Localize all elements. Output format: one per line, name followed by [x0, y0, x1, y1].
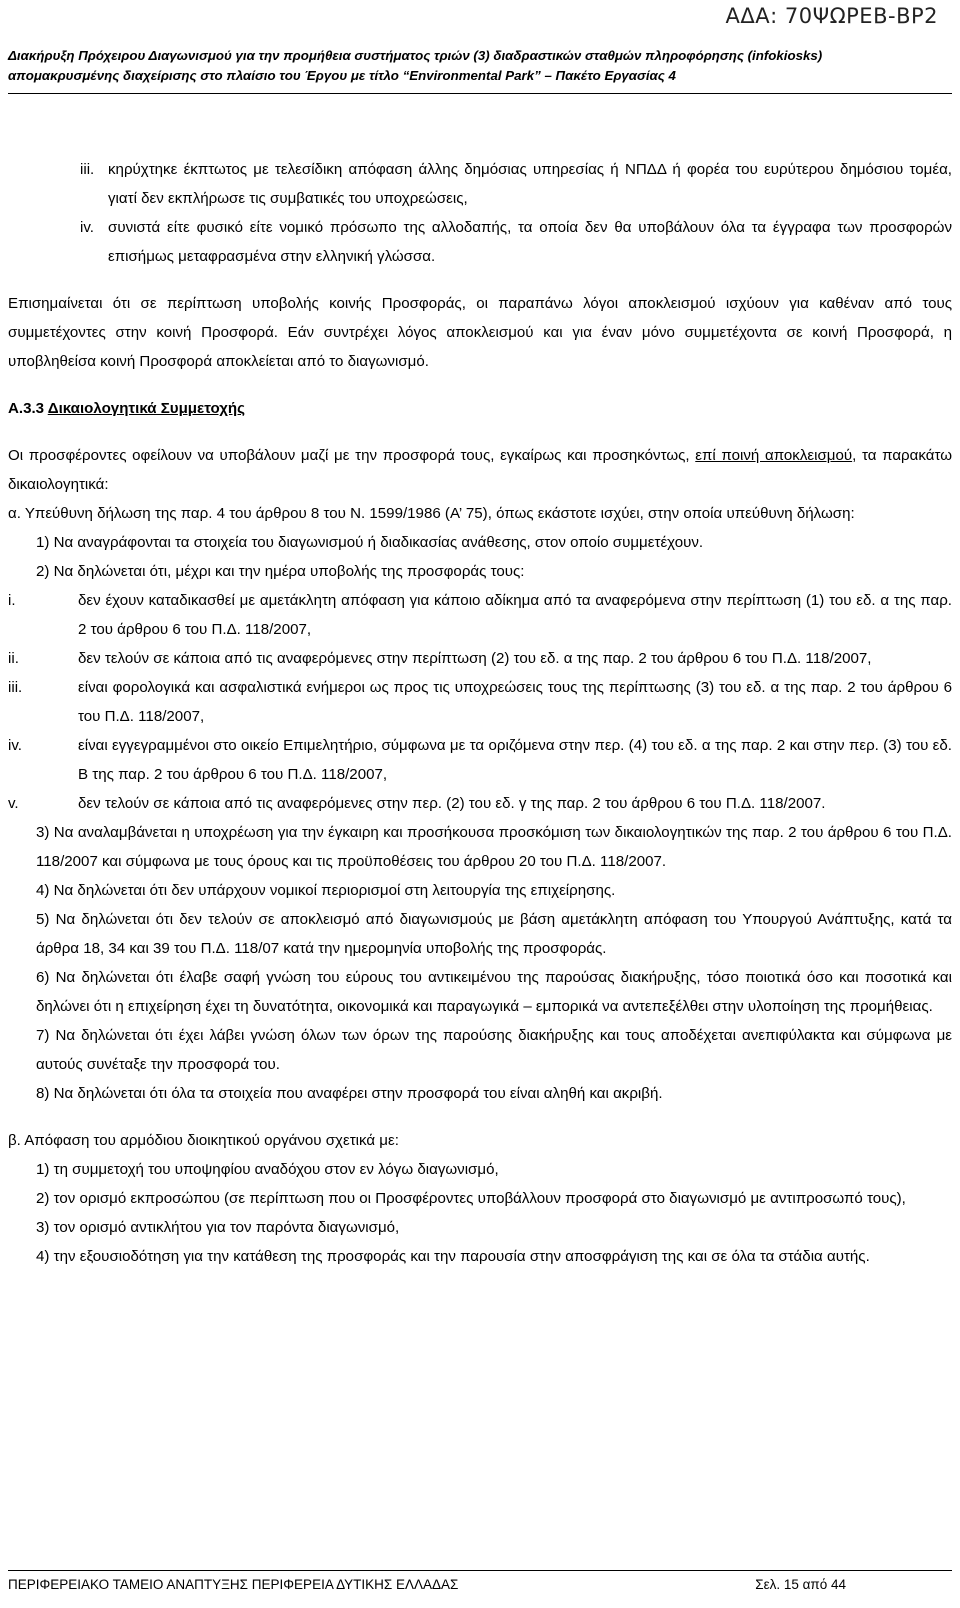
section-title: Δικαιολογητικά Συμμετοχής — [47, 400, 245, 417]
list-item — [8, 586, 952, 644]
list-item-text: δεν τελούν σε κάποια από τις αναφερόμενες στην περίπτωση (2) του εδ. α της παρ. 2 του άρθρου 6 του Π.Δ. 118/2007, — [78, 650, 872, 667]
footer-organization: ΠΕΡΙΦΕΡΕΙΑΚΟ ΤΑΜΕΙΟ ΑΝΑΠΤΥΞΗΣ ΠΕΡΙΦΕΡΕΙΑ ΔΥΤΙΚΗΣ ΕΛΛΑΔΑΣ — [8, 1577, 459, 1592]
beta-paragraph: β. Απόφαση του αρμόδιου διοικητικού οργάνου σχετικά με: — [8, 1132, 399, 1149]
list-item-text: είναι φορολογικά και ασφαλιστικά ενήμεροι ως προς τις υποχρεώσεις τους της περίπτωσης (3) του εδ. α της παρ. 2 του άρθρου 6 του Π.Δ. 118/2007, — [78, 679, 952, 725]
alpha-paragraph: α. Υπεύθυνη δήλωση της παρ. 4 του άρθρου 8 του Ν. 1599/1986 (Α’ 75), όπως εκάστοτε ισχύει, στην οποία υπεύθυνη δήλωση: — [8, 505, 855, 522]
list-item-text: δεν έχουν καταδικασθεί με αμετάκλητη απόφαση για κάποιο αδίκημα από τα αναφερόμενα στην περίπτωση (1) του εδ. α της παρ. 2 του άρθρου 6 του Π.Δ. 118/2007, — [78, 592, 952, 638]
list-item-number: iv. — [8, 737, 22, 754]
intro-text: Οι προσφέροντες οφείλουν να υποβάλουν μαζί με την προσφορά τους, εγκαίρως και προσηκόντως, — [8, 447, 696, 464]
list-item-text: είναι εγγεγραμμένοι στο οικείο Επιμελητήριο, σύμφωνα με τα οριζόμενα στην περ. (4) του εδ. α της παρ. 2 και στην περ. (3) του εδ. Β της παρ. 2 του άρθρου 6 του Π.Δ. 118/2007, — [78, 737, 952, 783]
document-body — [8, 155, 952, 1271]
ada-code: ΑΔΑ: 70ΨΩΡΕΒ-ΒΡ2 — [725, 4, 938, 28]
intro-paragraph — [8, 441, 952, 499]
list-item — [8, 155, 952, 213]
header-divider — [8, 93, 952, 94]
list-item-number: i. — [8, 592, 16, 609]
list-item: 4) την εξουσιοδότηση για την κατάθεση της προσφοράς και την παρουσία στην αποσφράγιση της και σε όλα τα στάδια αυτής. — [36, 1248, 870, 1265]
list-item: 3) τον ορισμό αντικλήτου για τον παρόντα διαγωνισμό, — [36, 1219, 400, 1236]
list-item: 8) Να δηλώνεται ότι όλα τα στοιχεία που αναφέρει στην προσφορά του είναι αληθή και ακριβή. — [36, 1085, 663, 1102]
section-heading — [8, 394, 952, 423]
document-header — [8, 46, 952, 86]
list-item: 2) Να δηλώνεται ότι, μέχρι και την ημέρα υποβολής της προσφοράς τους: — [36, 563, 525, 580]
list-item — [8, 731, 952, 789]
list-item — [8, 789, 952, 818]
list-item: 7) Να δηλώνεται ότι έχει λάβει γνώση όλων των όρων της παρούσης διακήρυξης και τους αποδέχεται ανεπιφύλακτα και σύμφωνα με αυτούς συνέταξε την προσφορά του. — [36, 1027, 952, 1073]
list-item — [8, 644, 952, 673]
section-number: Α.3.3 — [8, 400, 45, 417]
header-line-2: απομακρυσμένης διαχείρισης στο πλαίσιο του Έργου με τίτλο “Environmental Park” – Πακέτο Εργασίας 4 — [8, 68, 676, 83]
list-item — [8, 213, 952, 271]
list-item-number: ii. — [8, 650, 19, 667]
header-line-1: Διακήρυξη Πρόχειρου Διαγωνισμού για την προμήθεια συστήματος τριών (3) διαδραστικών σταθμών πληροφόρησης (infokiosks) — [8, 48, 823, 63]
note-paragraph: Επισημαίνεται ότι σε περίπτωση υποβολής κοινής Προσφοράς, οι παραπάνω λόγοι αποκλεισμού ισχύουν για καθέναν από τους συμμετέχοντες στην κοινή Προσφορά. Εάν συντρέχει λόγος αποκλεισμού και για έναν μόνο συμμετέχοντα σε κοινή Προσφορά, η υποβληθείσα κοινή Προσφορά αποκλείεται από το διαγωνισμό. — [8, 295, 952, 370]
list-item: 3) Να αναλαμβάνεται η υποχρέωση για την έγκαιρη και προσήκουσα προσκόμιση των δικαιολογητικών της παρ. 2 του άρθρου 6 του Π.Δ. 118/2007 και σύμφωνα με τους όρους και τις προϋποθέσεις του άρθρου 20 του Π.Δ. 118/2007. — [36, 824, 952, 870]
list-item-number: iv. — [80, 219, 94, 236]
list-item-number: iii. — [8, 679, 23, 696]
document-footer — [8, 1570, 952, 1592]
list-item: 5) Να δηλώνεται ότι δεν τελούν σε αποκλεισμό από διαγωνισμούς με βάση αμετάκλητη απόφαση του Υπουργού Ανάπτυξης, κατά τα άρθρα 18, 34 και 39 του Π.Δ. 118/07 κατά την ημερομηνία υποβολής της προσφοράς. — [36, 911, 952, 957]
list-item: 4) Να δηλώνεται ότι δεν υπάρχουν νομικοί περιορισμοί στη λειτουργία της επιχείρησης. — [36, 882, 616, 899]
list-item-text: κηρύχτηκε έκπτωτος με τελεσίδικη απόφαση άλλης δημόσιας υπηρεσίας ή ΝΠΔΔ ή φορέα του ευρύτερου δημόσιου τομέα, γιατί δεν εκπλήρωσε τις συμβατικές του υποχρεώσεις, — [108, 161, 952, 207]
page-number: Σελ. 15 από 44 — [755, 1577, 846, 1592]
intro-text-end: , τα παρακάτω δικαιολογητικά: — [8, 447, 952, 493]
list-item: 2) τον ορισμό εκπροσώπου (σε περίπτωση που οι Προσφέροντες υποβάλλουν προσφορά στο διαγωνισμό με αντιπροσωπό τους), — [36, 1190, 906, 1207]
list-item-number: v. — [8, 795, 19, 812]
list-item: 6) Να δηλώνεται ότι έλαβε σαφή γνώση του εύρους του αντικειμένου της παρούσας διακήρυξης, τόσο ποιοτικά όσο και ποσοτικά και δηλώνει ότι η επιχείρηση έχει τη δυνατότητα, οικονομικά και παραγωγικά – εμπορικά να αντεπεξέλθει στην υλοποίηση της προμήθειας. — [36, 969, 952, 1015]
intro-underlined: επί ποινή αποκλεισμού — [695, 447, 853, 464]
list-item: 1) τη συμμετοχή του υποψηφίου αναδόχου στον εν λόγω διαγωνισμό, — [36, 1161, 499, 1178]
list-item — [8, 673, 952, 731]
list-item: 1) Να αναγράφονται τα στοιχεία του διαγωνισμού ή διαδικασίας ανάθεσης, στον οποίο συμμετέχουν. — [36, 534, 704, 551]
list-item-number: iii. — [80, 161, 95, 178]
list-item-text: συνιστά είτε φυσικό είτε νομικό πρόσωπο της αλλοδαπής, τα οποία δεν θα υποβάλουν όλα τα έγγραφα των προσφορών επισήμως μεταφρασμένα στην ελληνική γλώσσα. — [108, 219, 952, 265]
list-item-text: δεν τελούν σε κάποια από τις αναφερόμενες στην περ. (2) του εδ. γ της παρ. 2 του άρθρου 6 του Π.Δ. 118/2007. — [78, 795, 826, 812]
